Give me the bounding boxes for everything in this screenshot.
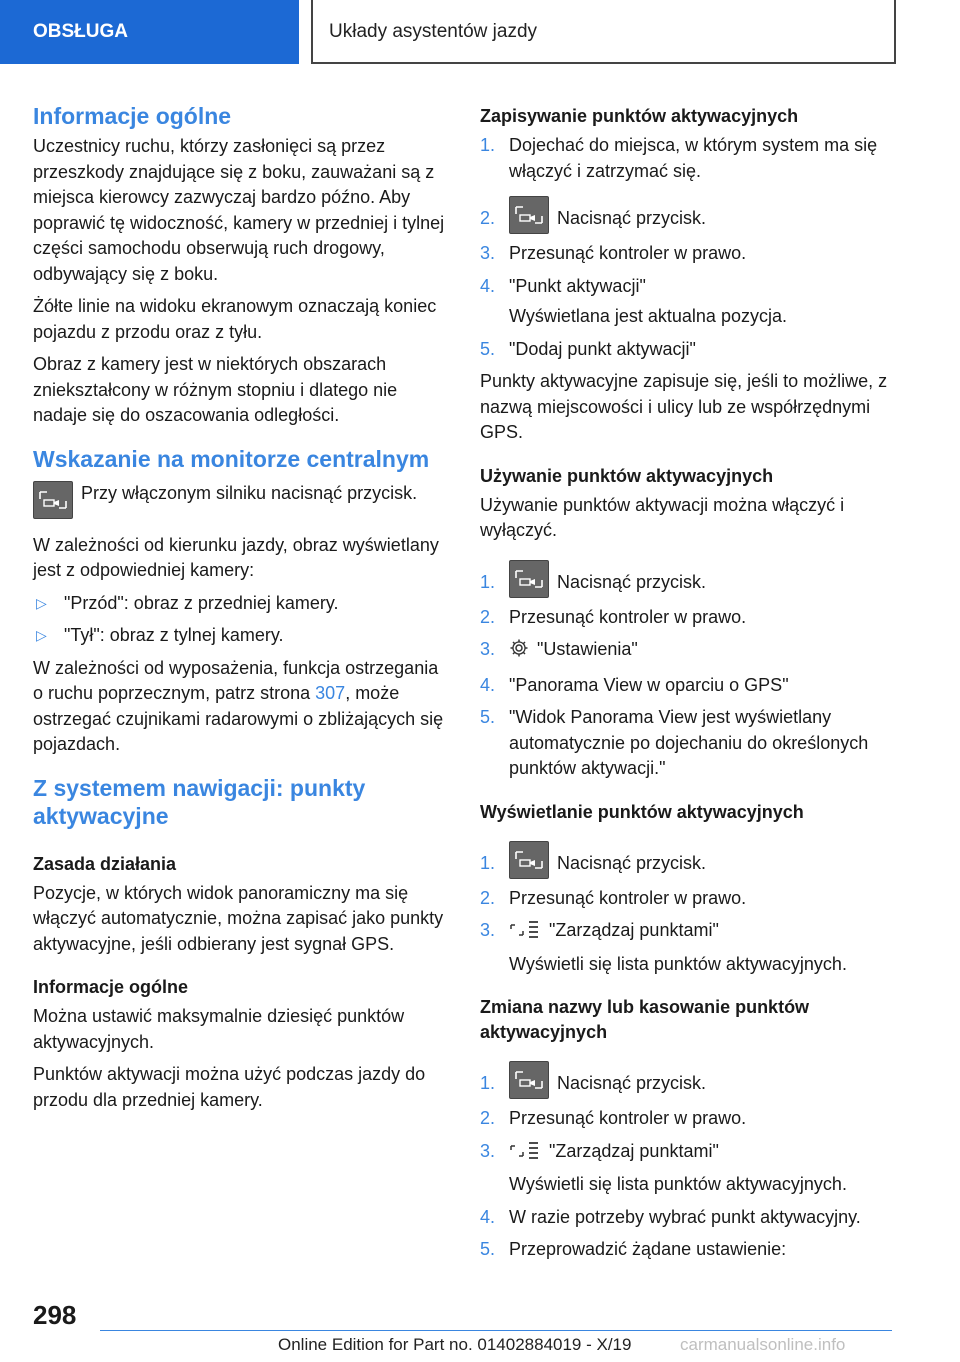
list-item: 1. Nacisnąć przycisk.: [480, 841, 900, 879]
list-item: 1. Dojechać do miejsca, w którym system ma się włączyć i zatrzymać się.: [480, 135, 878, 181]
list-item: 1. Nacisnąć przycisk.: [480, 1061, 900, 1099]
page-header: [0, 0, 960, 66]
paragraph: Punktów aktywacji można użyć podczas jazdy do przodu dla przedniej kamery.: [33, 1064, 426, 1110]
paragraph: Można ustawić maksymalnie dziesięć punktów aktywacyjnych.: [33, 1006, 405, 1052]
heading-general-2: Informacje ogólne: [33, 977, 189, 997]
step-note: Wyświetlana jest aktualna pozycja.: [509, 306, 787, 326]
camera-button-icon: [509, 1061, 549, 1099]
watermark: carmanualsonline.info: [680, 1335, 846, 1354]
list-item: 4. "Punkt aktywacji": [480, 275, 646, 296]
right-column: [480, 98, 900, 1270]
step-note: Wyświetli się lista punktów aktywacyjnych.: [509, 953, 847, 974]
list-item: 3. "Ustawienia": [480, 637, 900, 666]
button-instruction: [33, 481, 445, 519]
paragraph: Używanie punktów aktywacji można włączyć i wyłączyć.: [480, 494, 845, 540]
list-item: ▷ "Tył": obraz z tylnej kamery.: [33, 623, 445, 649]
page-number: 298: [33, 1300, 77, 1330]
list-show: [480, 841, 900, 947]
paragraph: W zależności od wyposażenia, funkcja ostrzegania o ruchu poprzecznym, patrz strona 307, może ostrzegać czujnikami radarowymi o zbliżających się pojazdach.: [33, 657, 444, 754]
list-item: 2. Nacisnąć przycisk.: [480, 196, 900, 234]
heading-save: Zapisywanie punktów aktywacyjnych: [480, 106, 799, 126]
paragraph: W zależności od kierunku jazdy, obraz wyświetlany jest z odpowiedniej kamery:: [33, 534, 439, 580]
list-icon: [509, 1140, 539, 1168]
list-rename: [480, 1061, 900, 1167]
step-note: Wyświetli się lista punktów aktywacyjnych.: [509, 1174, 847, 1194]
heading-show: Wyświetlanie punktów aktywacyjnych: [480, 801, 804, 822]
chapter-title: Układy asystentów jazdy: [311, 0, 896, 64]
triangle-bullet-icon: ▷: [36, 594, 47, 611]
camera-button-icon: [509, 841, 549, 879]
list-item: 2. Przesunąć kontroler w prawo.: [480, 887, 747, 908]
heading-rename: Zmiana nazwy lub kasowanie punktów aktywacyjnych: [480, 997, 810, 1042]
camera-button-icon: [33, 481, 73, 519]
section-tab: OBSŁUGA: [0, 0, 299, 64]
paragraph: Pozycje, w których widok panoramiczny ma się włączyć automatycznie, można zapisać jako punkty aktywacyjne, jeśli odbierany jest sygnał GPS.: [33, 882, 444, 954]
list-item: 4. W razie potrzeby wybrać punkt aktywacyjny.: [480, 1206, 861, 1227]
list-item: 4. "Panorama View w oparciu o GPS": [480, 674, 789, 695]
paragraph: Żółte linie na widoku ekranowym oznaczają koniec pojazdu z przodu oraz z tyłu.: [33, 296, 437, 342]
triangle-bullet-icon: ▷: [36, 627, 47, 643]
paragraph: Punkty aktywacyjne zapisuje się, jeśli to możliwe, z nazwą miejscowości i ulicy lub ze współrzędnymi GPS.: [480, 371, 888, 442]
gear-icon: [509, 638, 529, 666]
list-item: 2. Przesunąć kontroler w prawo.: [480, 606, 747, 627]
list-item: 2. Przesunąć kontroler w prawo.: [480, 1108, 747, 1128]
list-item: ▷ "Przód": obraz z przedniej kamery.: [33, 591, 445, 617]
list-icon: [509, 919, 539, 947]
left-column: [33, 98, 445, 1120]
list-item: 5. Przeprowadzić żądane ustawienie:: [480, 1239, 787, 1259]
footer-edition: Online Edition for Part no. 01402884019 - X/19: [278, 1335, 632, 1354]
heading-nav: Z systemem nawigacji: punkty aktywacyjne: [33, 774, 366, 829]
heading-use: Używanie punktów aktywacyjnych: [480, 465, 774, 486]
list-item: 3. Przesunąć kontroler w prawo.: [480, 243, 747, 263]
heading-monitor: Wskazanie na monitorze centralnym: [33, 445, 430, 472]
list-item: 5. "Dodaj punkt aktywacji": [480, 338, 696, 359]
list-use: [480, 560, 900, 782]
heading-principle: Zasada działania: [33, 853, 177, 874]
camera-button-icon: [509, 560, 549, 598]
list-item: 3. "Zarządzaj punktami": [480, 918, 900, 947]
paragraph: Uczestnicy ruchu, którzy zasłonięci są przez przeszkody znajdujące się z boku, zauważani są z miejsca kierowcy zazwyczaj bardzo późno. Aby poprawić tę widoczność, kamery w przedniej i tylnej części samochodu obserwują ruch drogowy, odbywający się z boku.: [33, 136, 445, 284]
list-item: 1. Nacisnąć przycisk.: [480, 560, 900, 598]
footer-divider: [100, 1330, 892, 1331]
page-link-307[interactable]: 307: [315, 683, 346, 703]
list-item: 5. "Widok Panorama View jest wyświetlany automatycznie po dojechaniu do określonych punktów aktywacji.": [480, 707, 869, 778]
list-item: 3. "Zarządzaj punktami": [480, 1139, 900, 1168]
camera-button-icon: [509, 196, 549, 234]
button-instruction-text: Przy włączonym silniku nacisnąć przycisk.: [81, 482, 418, 503]
paragraph: Obraz z kamery jest w niektórych obszarach zniekształcony w różnym stopniu i dlatego nie nadaje się do oszacowania odległości.: [33, 354, 398, 425]
heading-general: Informacje ogólne: [33, 103, 232, 129]
list-save: [480, 133, 900, 299]
